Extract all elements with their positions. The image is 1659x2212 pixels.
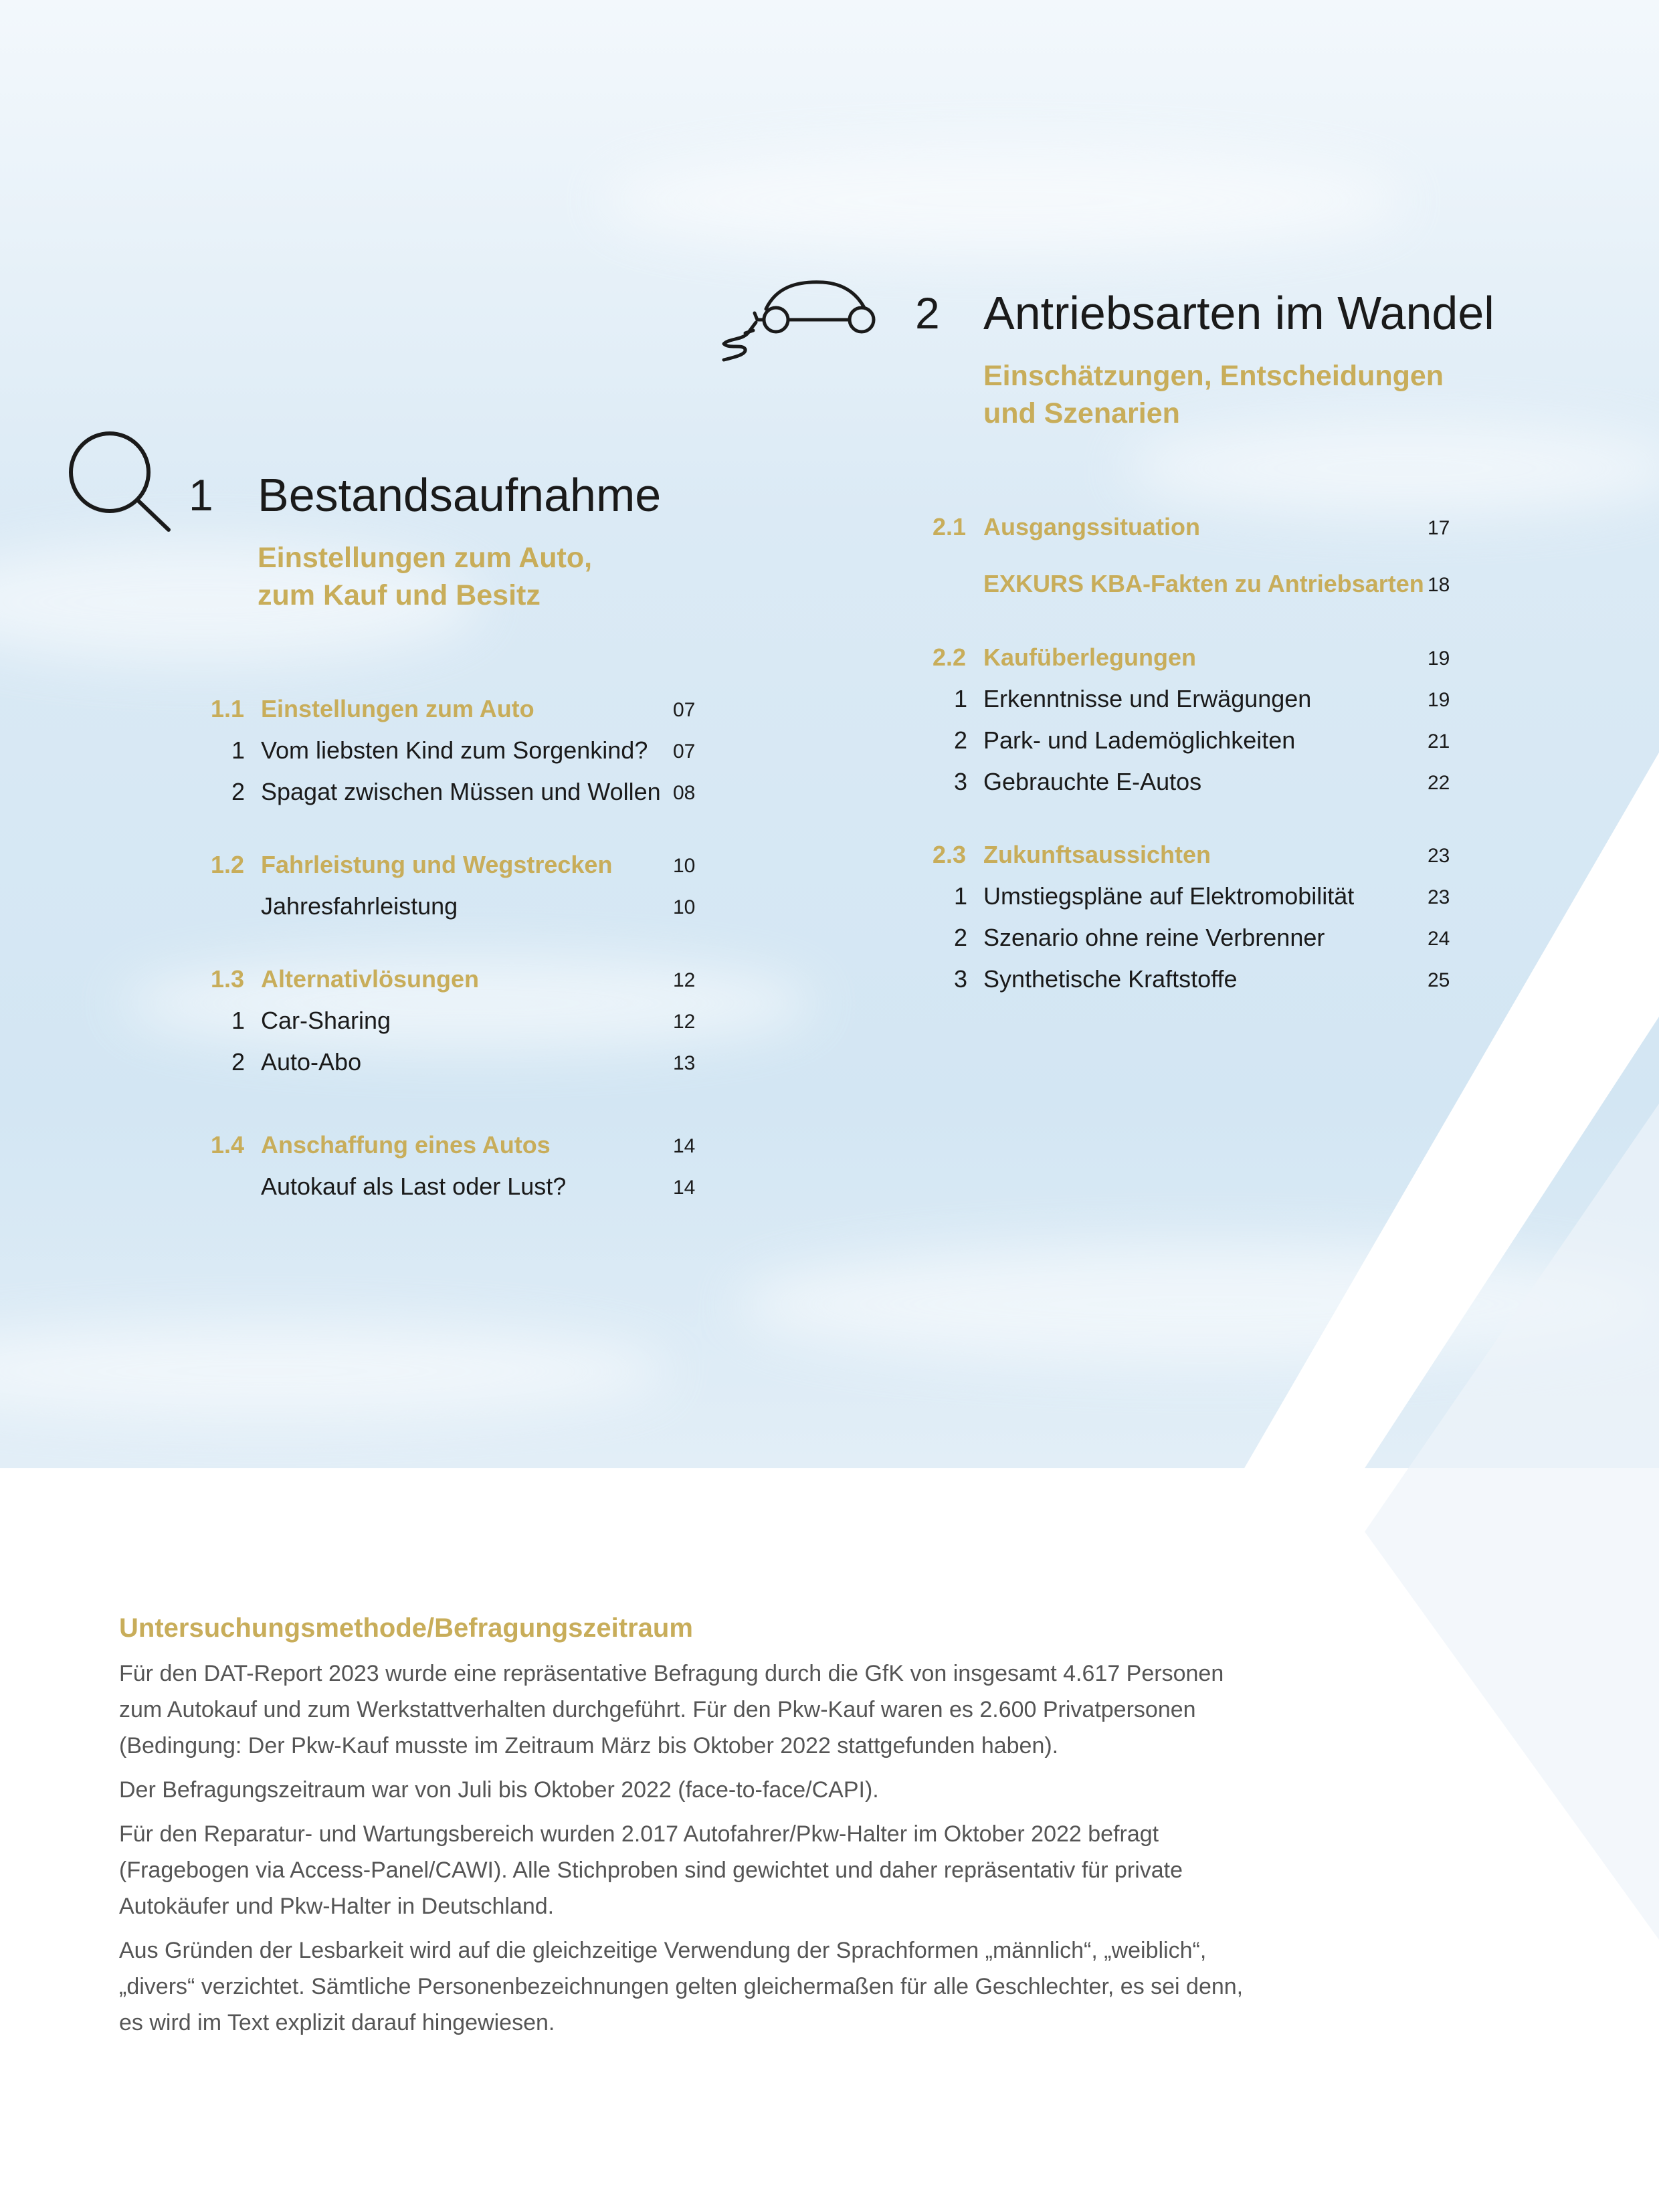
toc-page-number: 17: [1428, 517, 1450, 539]
paragraph-line: Der Befragungszeitraum war von Juli bis Oktober 2022 (face-to-face/CAPI).: [119, 1777, 879, 1803]
toc-page-number: 18: [1428, 574, 1450, 596]
toc-item-number: 3: [954, 965, 968, 993]
methodology-paragraph: [119, 1655, 1296, 1764]
toc-page-number: 23: [1428, 886, 1450, 908]
paragraph-line: Aus Gründen der Lesbarkeit wird auf die gleichzeitige Verwendung der Sprachformen „männlich“, „weiblich“,: [119, 1938, 1207, 1963]
toc-item-number: 2: [954, 924, 968, 951]
toc-page-number: 22: [1428, 772, 1450, 794]
methodology-paragraph: [119, 1932, 1296, 2041]
toc-item-title[interactable]: Synthetische Kraftstoffe: [983, 965, 1238, 993]
section-2-title: Antriebsarten im Wandel: [983, 287, 1494, 339]
methodology-paragraph: [119, 1816, 1296, 1924]
toc-page-number: 19: [1428, 647, 1450, 670]
toc-item-title[interactable]: Gebrauchte E-Autos: [983, 768, 1202, 795]
paragraph-line: Autokäufer und Pkw-Halter in Deutschland.: [119, 1894, 555, 1919]
toc-item-title[interactable]: Autokauf als Last oder Lust?: [261, 1173, 567, 1200]
toc-item-number: 2: [231, 1048, 246, 1076]
methodology-block: [119, 1613, 1296, 2049]
subtitle-line: Einschätzungen, Entscheidungen: [983, 360, 1444, 392]
toc-page-number: 07: [673, 699, 696, 721]
toc-page-number: 25: [1428, 969, 1450, 991]
toc-item-number: 2: [231, 778, 246, 805]
toc-page-number: 23: [1428, 845, 1450, 867]
toc-exkurs-title[interactable]: EXKURS KBA-Fakten zu Antriebsarten: [983, 570, 1424, 597]
toc-group-title[interactable]: Ausgangssituation: [983, 513, 1201, 540]
toc-item-title[interactable]: Car-Sharing: [261, 1007, 391, 1034]
toc-item-number: 1: [954, 685, 968, 712]
toc-page-number: 24: [1428, 928, 1450, 950]
paragraph-line: Für den DAT-Report 2023 wurde eine repräsentative Befragung durch die GfK von insgesamt 4.617 Personen: [119, 1661, 1224, 1686]
subtitle-line: und Szenarien: [983, 397, 1180, 429]
toc-item-number: 3: [954, 768, 968, 795]
toc-group-title[interactable]: Einstellungen zum Auto: [261, 695, 534, 722]
toc-item-title[interactable]: Szenario ohne reine Verbrenner: [983, 924, 1325, 951]
toc-item-title[interactable]: Auto-Abo: [261, 1048, 362, 1076]
toc-item-number: 1: [954, 882, 968, 910]
toc-page-number: 10: [673, 896, 696, 918]
toc-page-number: 21: [1428, 730, 1450, 752]
toc-page-number: 13: [673, 1052, 696, 1074]
paragraph-line: es wird im Text explizit darauf hingewiesen.: [119, 2010, 555, 2035]
toc-item-title[interactable]: Jahresfahrleistung: [261, 892, 458, 920]
methodology-paragraph: [119, 1772, 1296, 1808]
toc-page-number: 14: [673, 1135, 696, 1157]
toc-item-number: 1: [231, 736, 246, 764]
section-1-subtitle: [258, 539, 592, 614]
electric-car-icon: [716, 274, 883, 375]
section-2-number: 2: [915, 288, 940, 338]
paragraph-line: zum Autokauf und zum Werkstattverhalten durchgeführt. Für den Pkw-Kauf waren es 2.600 Privatpersonen: [119, 1697, 1196, 1722]
toc-group-number: 1.3: [211, 965, 245, 993]
toc-item-number: 1: [231, 1007, 246, 1034]
toc-group-number: 1.4: [211, 1131, 245, 1159]
toc-item-title[interactable]: Umstiegspläne auf Elektromobilität: [983, 882, 1355, 910]
toc-item-title[interactable]: Vom liebsten Kind zum Sorgenkind?: [261, 736, 648, 764]
toc-page-number: 14: [673, 1177, 696, 1199]
section-1-title: Bestandsaufnahme: [258, 469, 662, 521]
section-1-number: 1: [189, 470, 213, 520]
toc-item-title[interactable]: Erkenntnisse und Erwägungen: [983, 685, 1312, 712]
paragraph-line: (Bedingung: Der Pkw-Kauf musste im Zeitraum März bis Oktober 2022 stattgefunden haben).: [119, 1733, 1059, 1758]
paragraph-line: „divers“ verzichtet. Sämtliche Personenbezeichnungen gelten gleichermaßen für alle Geschlechter, es sei denn,: [119, 1974, 1244, 1999]
toc-page-number: 12: [673, 1011, 696, 1033]
toc-page-number: 07: [673, 740, 696, 763]
toc-group-title[interactable]: Kaufüberlegungen: [983, 643, 1197, 671]
methodology-heading: Untersuchungsmethode/Befragungszeitraum: [119, 1613, 693, 1643]
toc-page-number: 19: [1428, 689, 1450, 711]
toc-group-number: 2.1: [933, 513, 967, 540]
toc-group-number: 1.2: [211, 851, 245, 878]
toc-group-title[interactable]: Zukunftsaussichten: [983, 841, 1211, 868]
paragraph-line: (Fragebogen via Access-Panel/CAWI). Alle Stichproben sind gewichtet und daher repräsentativ für private: [119, 1857, 1183, 1883]
section-2-subtitle: [983, 357, 1444, 432]
toc-group-number: 2.2: [933, 643, 967, 671]
toc-group-title[interactable]: Fahrleistung und Wegstrecken: [261, 851, 613, 878]
toc-group-title[interactable]: Alternativlösungen: [261, 965, 480, 993]
toc-group-number: 2.3: [933, 841, 967, 868]
subtitle-line: Einstellungen zum Auto,: [258, 542, 593, 574]
toc-item-title[interactable]: Park- und Lademöglichkeiten: [983, 726, 1296, 754]
toc-item-number: 2: [954, 726, 968, 754]
subtitle-line: zum Kauf und Besitz: [258, 579, 541, 611]
toc-item-title[interactable]: Spagat zwischen Müssen und Wollen: [261, 778, 661, 805]
toc-page-number: 10: [673, 855, 696, 877]
toc-page-number: 08: [673, 782, 696, 804]
toc-group-title[interactable]: Anschaffung eines Autos: [261, 1131, 551, 1159]
magnifier-icon: [67, 428, 174, 535]
paragraph-line: Für den Reparatur- und Wartungsbereich wurden 2.017 Autofahrer/Pkw-Halter im Oktober 2022 befragt: [119, 1821, 1159, 1847]
toc-page-number: 12: [673, 969, 696, 991]
toc-group-number: 1.1: [211, 695, 245, 722]
